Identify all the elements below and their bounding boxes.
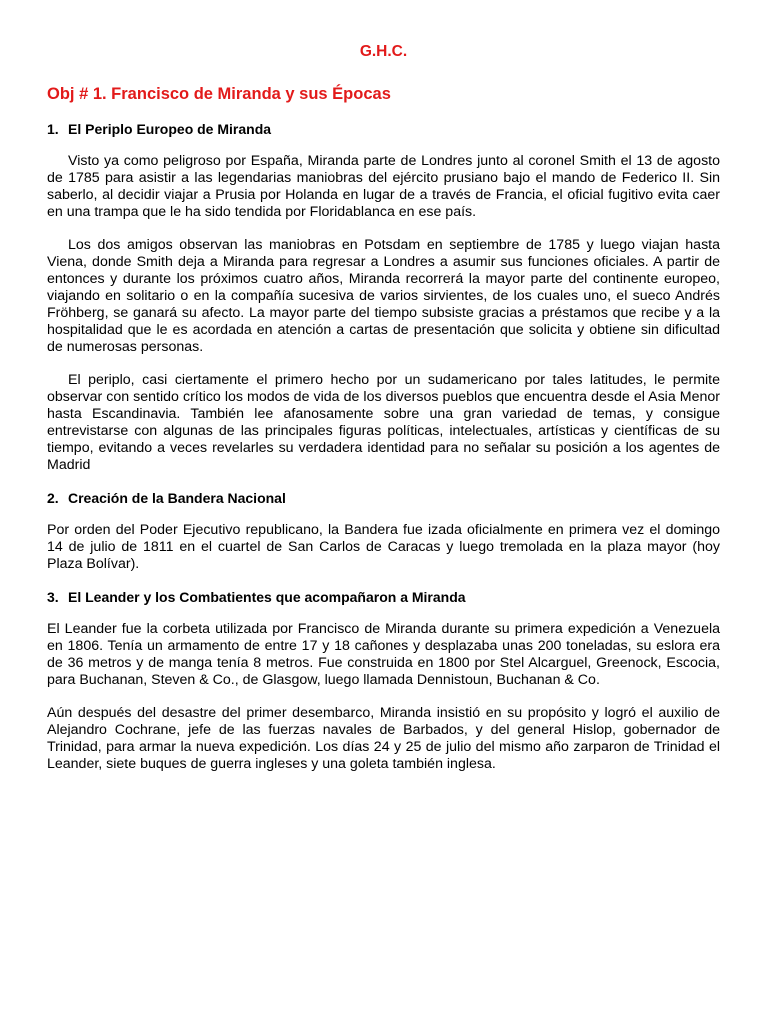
section-number: 2. — [47, 490, 59, 506]
paragraph: Los dos amigos observan las maniobras en Potsdam en septiembre de 1785 y luego viajan hasta Viena, donde Smith deja a Miranda para regresar a Londres a asumir sus funciones oficiales. A partir de entonces y durante los próximos cuatro años, Miranda recorrerá la mayor parte del continente europeo, viajando en solitario o en la compañía sucesiva de varios sirvientes, de los cuales uno, el sueco Andrés Fröhberg, se ganará su afecto. La mayor parte del tiempo subsiste gracias a préstamos que recibe y a la hospitalidad que le es acordada en atención a cartas de presentación que solicita y obtiene sin dificultad de numerosas personas. — [47, 237, 720, 355]
paragraph: Aún después del desastre del primer desembarco, Miranda insistió en su propósito y logró el auxilio de Alejandro Cochrane, jefe de las fuerzas navales de Barbados, y del general Hislop, gobernador de Trinidad, para armar la nueva expedición. Los días 24 y 25 de julio del mismo año zarparon de Trinidad el Leander, siete buques de guerra ingleses y una goleta también inglesa. — [47, 705, 720, 772]
section-heading-1 — [47, 121, 720, 138]
section-heading-text: El Periplo Europeo de Miranda — [68, 121, 272, 137]
section-heading-text: Creación de la Bandera Nacional — [68, 490, 286, 506]
section-heading-2 — [47, 490, 720, 507]
document-page — [47, 42, 720, 789]
paragraph: Visto ya como peligroso por España, Miranda parte de Londres junto al coronel Smith el 13 de agosto de 1785 para asistir a las legendarias maniobras del ejército prusiano bajo el mando de Federico II. Sin saberlo, al decidir viajar a Prusia por Holanda en lugar de a través de Francia, el oficial fugitivo evita caer en una trampa que le ha sido tendida por Floridablanca en ese país. — [47, 153, 720, 220]
section-number: 3. — [47, 589, 59, 605]
paragraph: Por orden del Poder Ejecutivo republicano, la Bandera fue izada oficialmente en primera vez el domingo 14 de julio de 1811 en el cuartel de San Carlos de Caracas y luego tremolada en la plaza mayor (hoy Plaza Bolívar). — [47, 522, 720, 572]
paragraph: El Leander fue la corbeta utilizada por Francisco de Miranda durante su primera expedición a Venezuela en 1806. Tenía un armamento de entre 17 y 18 cañones y desplazaba unas 200 toneladas, su eslora era de 36 metros y de manga tenía 8 metros. Fue construida en 1800 por Stel Alcarguel, Greenock, Escocia, para Buchanan, Steven & Co., de Glasgow, luego llamada Dennistoun, Buchanan & Co. — [47, 621, 720, 688]
section-heading-3 — [47, 589, 720, 606]
document-title: Obj # 1. Francisco de Miranda y sus Épocas — [47, 85, 391, 103]
document-header: G.H.C. — [359, 43, 408, 60]
paragraph: El periplo, casi ciertamente el primero hecho por un sudamericano por tales latitudes, le permite observar con sentido crítico los modos de vida de los diversos pueblos que encuentra desde el Asia Menor hasta Escandinavia. También lee afanosamente sobre una gran variedad de temas, y consigue entrevistarse con algunas de las principales figuras políticas, intelectuales, artísticas y científicas de su tiempo, evitando a veces revelarles su verdadera identidad para no señalar su posición a los agentes de Madrid — [47, 372, 720, 473]
section-number: 1. — [47, 121, 59, 137]
section-heading-text: El Leander y los Combatientes que acompañaron a Miranda — [68, 589, 466, 605]
